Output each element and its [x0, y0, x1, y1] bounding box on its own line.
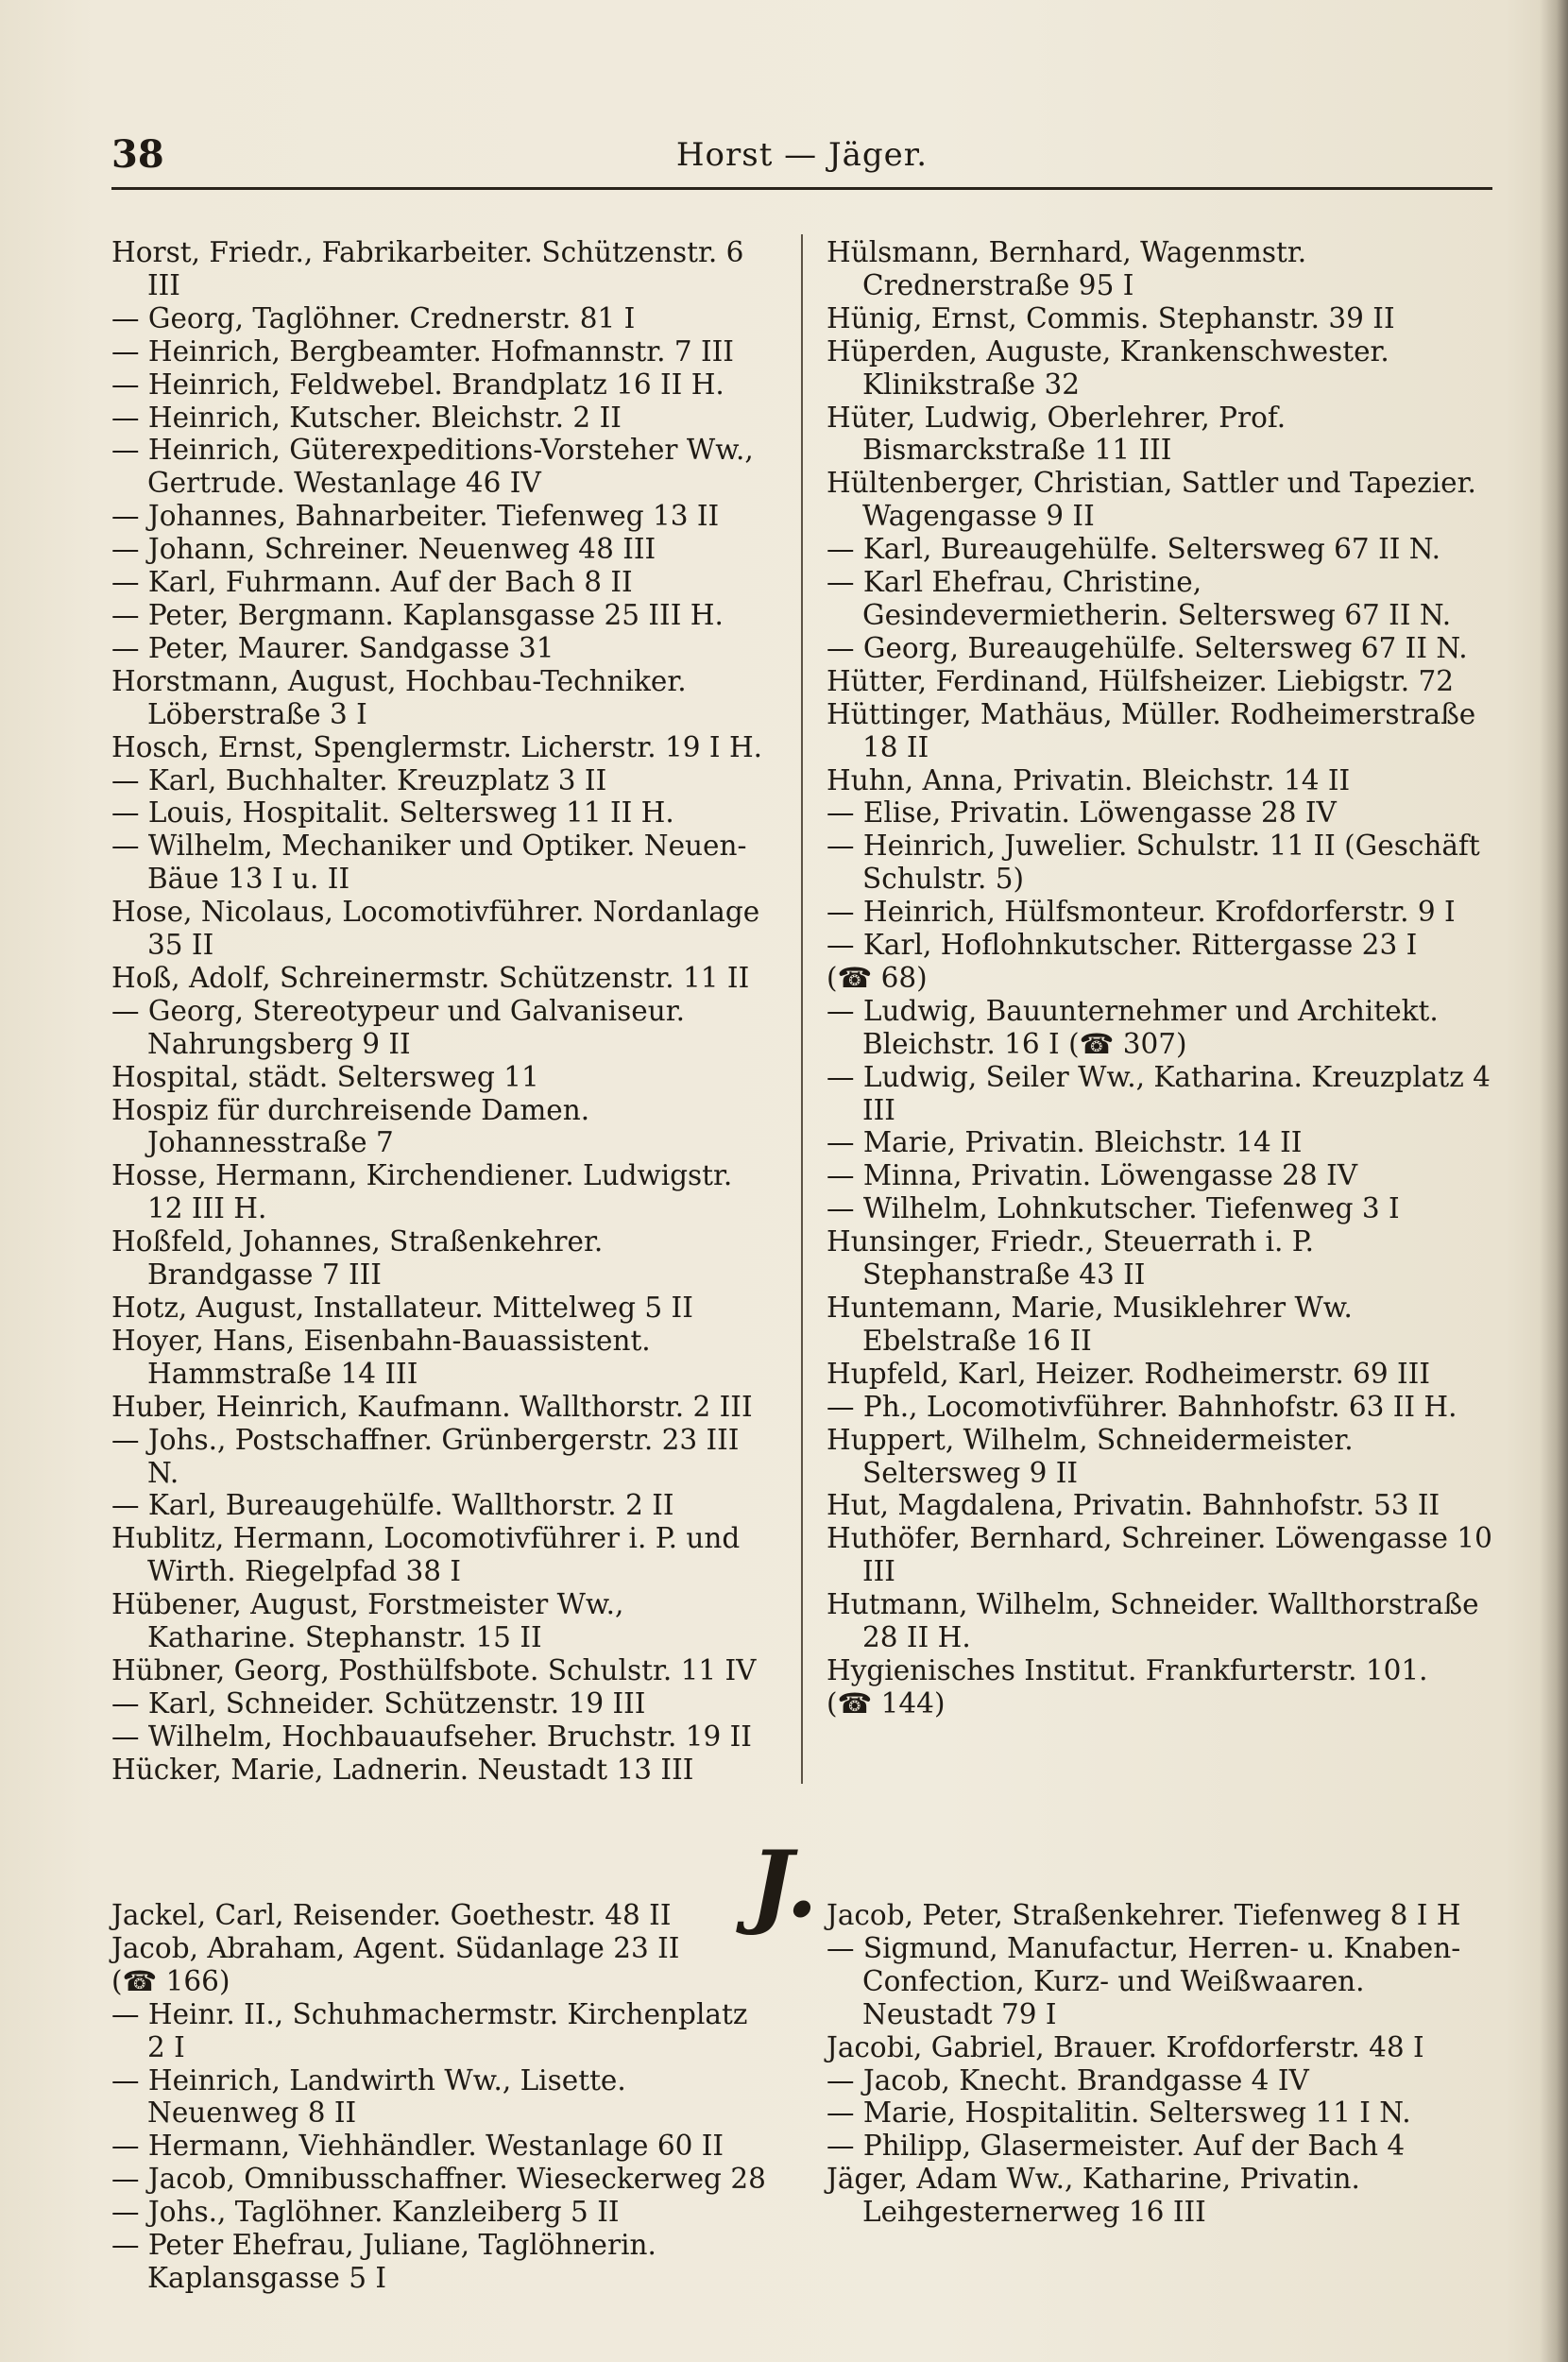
directory-entry: Hutmann, Wilhelm, Schneider. Wallthorstraße 28 II H. — [827, 1588, 1479, 1654]
page-header — [111, 132, 1492, 189]
directory-entry: — Karl, Schneider. Schützenstr. 19 III — [111, 1686, 646, 1720]
section-letter-j: J. — [750, 1831, 818, 1938]
directory-entry: — Johannes, Bahnarbeiter. Tiefenweg 13 II — [111, 500, 720, 533]
directory-entry: — Heinrich, Feldwebel. Brandplatz 16 II H. — [111, 368, 724, 401]
directory-entry: Hunsinger, Friedr., Steuerrath i. P. Stephanstraße 43 II — [827, 1225, 1315, 1292]
directory-entry: Jacob, Abraham, Agent. Südanlage 23 II — [111, 1931, 680, 1964]
directory-entry: — Hermann, Viehhändler. Westanlage 60 II — [111, 2130, 724, 2163]
directory-entry: Jacob, Peter, Straßenkehrer. Tiefenweg 8 I H — [827, 1899, 1461, 1931]
directory-entry: — Heinrich, Landwirth Ww., Lisette. Neuenweg 8 II — [111, 2063, 626, 2130]
directory-entry: — Ludwig, Seiler Ww., Katharina. Kreuzplatz 4 III — [827, 1060, 1491, 1126]
directory-entry: Huppert, Wilhelm, Schneidermeister. Seltersweg 9 II — [827, 1423, 1354, 1489]
directory-entry: — Jacob, Omnibusschaffner. Wieseckerweg 28 — [111, 2163, 766, 2196]
directory-entry: Hupfeld, Karl, Heizer. Rodheimerstr. 69 III — [827, 1357, 1430, 1390]
directory-entry: — Georg, Stereotypeur und Galvaniseur. Nahrungsberg 9 II — [111, 994, 685, 1060]
header-rule — [111, 187, 1492, 190]
directory-entry: Hospital, städt. Seltersweg 11 — [111, 1060, 539, 1093]
directory-entry: — Karl, Buchhalter. Kreuzplatz 3 II — [111, 763, 607, 796]
directory-entry: — Minna, Privatin. Löwengasse 28 IV — [827, 1159, 1358, 1192]
directory-entry: Hültenberger, Christian, Sattler und Tapezier. Wagengasse 9 II — [827, 467, 1476, 533]
directory-entry: Hosse, Hermann, Kirchendiener. Ludwigstr. 12 III H. — [111, 1159, 733, 1225]
directory-entry: — Heinrich, Bergbeamter. Hofmannstr. 7 III — [111, 334, 734, 368]
directory-entry: Hülsmann, Bernhard, Wagenmstr. Crednerstraße 95 I — [827, 236, 1307, 301]
directory-column-right-j — [827, 1899, 1492, 2229]
directory-entry: — Ludwig, Bauunternehmer und Architekt. Bleichstr. 16 I (☎ 307) — [827, 994, 1439, 1060]
page-number: 38 — [111, 132, 164, 177]
directory-entry: — Georg, Taglöhner. Crednerstr. 81 I — [111, 301, 636, 334]
directory-entry: — Heinrich, Hülfsmonteur. Krofdorferstr. 9 I — [827, 896, 1456, 929]
directory-entry: — Heinr. II., Schuhmachermstr. Kirchenplatz 2 I — [111, 1997, 748, 2063]
directory-entry: Hoyer, Hans, Eisenbahn-Bauassistent. Hammstraße 14 III — [111, 1324, 651, 1390]
directory-entry: Hosch, Ernst, Spenglermstr. Licherstr. 19 I H. — [111, 730, 763, 763]
directory-entry: Huhn, Anna, Privatin. Bleichstr. 14 II — [827, 763, 1351, 796]
directory-entry: Huntemann, Marie, Musiklehrer Ww. Ebelstraße 16 II — [827, 1292, 1353, 1357]
directory-entry: Hygienisches Institut. Frankfurterstr. 101. — [827, 1653, 1428, 1686]
directory-entry: Hospiz für durchreisende Damen. Johannesstraße 7 — [111, 1093, 590, 1159]
directory-entry: — Johs., Taglöhner. Kanzleiberg 5 II — [111, 2196, 620, 2229]
directory-entry: — Sigmund, Manufactur, Herren- u. Knaben-Confection, Kurz- und Weißwaaren. Neustadt 79 I — [827, 1931, 1461, 2030]
directory-entry: — Wilhelm, Mechaniker und Optiker. Neuen-Bäue 13 I u. II — [111, 830, 747, 896]
directory-entry: Hübener, August, Forstmeister Ww., Katharine. Stephanstr. 15 II — [111, 1588, 624, 1654]
directory-entry: Hose, Nicolaus, Locomotivführer. Nordanlage 35 II — [111, 896, 760, 962]
directory-entry: — Ph., Locomotivführer. Bahnhofstr. 63 II H. — [827, 1390, 1457, 1423]
directory-entry: — Johann, Schreiner. Neuenweg 48 III — [111, 533, 656, 566]
directory-entry: Hünig, Ernst, Commis. Stephanstr. 39 II — [827, 301, 1395, 334]
directory-entry: — Georg, Bureaugehülfe. Seltersweg 67 II N. — [827, 631, 1468, 664]
directory-column-right — [827, 236, 1492, 1720]
directory-entry: Hücker, Marie, Ladnerin. Neustadt 13 III — [111, 1753, 694, 1786]
directory-entry: — Karl, Bureaugehülfe. Wallthorstr. 2 II — [111, 1489, 674, 1522]
directory-entry: Hüperden, Auguste, Krankenschwester. Klinikstraße 32 — [827, 334, 1389, 401]
directory-entry: Huber, Heinrich, Kaufmann. Wallthorstr. 2 III — [111, 1390, 753, 1423]
directory-entry: Hübner, Georg, Posthülfsbote. Schulstr. 11 IV — [111, 1653, 757, 1686]
directory-entry: Jackel, Carl, Reisender. Goethestr. 48 II — [111, 1899, 672, 1931]
directory-entry: — Karl Ehefrau, Christine, Gesindevermietherin. Seltersweg 67 II N. — [827, 566, 1452, 631]
directory-entry: — Peter, Maurer. Sandgasse 31 — [111, 631, 554, 664]
directory-entry: — Philipp, Glasermeister. Auf der Bach 4 — [827, 2130, 1406, 2163]
directory-entry: — Karl, Hoflohnkutscher. Rittergasse 23 I — [827, 929, 1418, 962]
directory-entry: — Marie, Hospitalitin. Seltersweg 11 I N. — [827, 2097, 1411, 2130]
directory-entry: Huthöfer, Bernhard, Schreiner. Löwengasse 10 III — [827, 1522, 1492, 1588]
directory-entry: Hoßfeld, Johannes, Straßenkehrer. Brandgasse 7 III — [111, 1225, 604, 1292]
directory-entry: Hut, Magdalena, Privatin. Bahnhofstr. 53 II — [827, 1489, 1440, 1522]
directory-entry: — Jacob, Knecht. Brandgasse 4 IV — [827, 2063, 1309, 2097]
directory-entry: — Wilhelm, Hochbauaufseher. Bruchstr. 19 II — [111, 1720, 752, 1753]
directory-entry: Jäger, Adam Ww., Katharine, Privatin. Leihgesternerweg 16 III — [827, 2163, 1360, 2229]
directory-entry: — Karl, Bureaugehülfe. Seltersweg 67 II N. — [827, 533, 1441, 566]
directory-entry: Hotz, August, Installateur. Mittelweg 5 II — [111, 1292, 693, 1324]
directory-entry: — Wilhelm, Lohnkutscher. Tiefenweg 3 I — [827, 1192, 1400, 1225]
directory-entry: (☎ 68) — [827, 961, 928, 994]
directory-entry: Hüttinger, Mathäus, Müller. Rodheimerstraße 18 II — [827, 697, 1476, 763]
directory-entry: — Johs., Postschaffner. Grünbergerstr. 23 III N. — [111, 1423, 740, 1489]
directory-entry: — Elise, Privatin. Löwengasse 28 IV — [827, 796, 1337, 830]
directory-entry: — Karl, Fuhrmann. Auf der Bach 8 II — [111, 566, 633, 599]
directory-entry: Horst, Friedr., Fabrikarbeiter. Schützenstr. 6 III — [111, 236, 744, 301]
directory-column-left — [111, 236, 773, 1787]
directory-entry: Jacobi, Gabriel, Brauer. Krofdorferstr. 48 I — [827, 2030, 1424, 2063]
directory-entry: — Peter, Bergmann. Kaplansgasse 25 III H. — [111, 598, 724, 631]
directory-entry: Horstmann, August, Hochbau-Techniker. Löberstraße 3 I — [111, 664, 687, 730]
directory-entry: — Heinrich, Güterexpeditions-Vorsteher Ww., Gertrude. Westanlage 46 IV — [111, 434, 754, 500]
directory-entry: — Heinrich, Kutscher. Bleichstr. 2 II — [111, 401, 622, 434]
directory-entry: Hütter, Ferdinand, Hülfsheizer. Liebigstr. 72 — [827, 664, 1455, 697]
directory-entry: Hoß, Adolf, Schreinermstr. Schützenstr. 11 II — [111, 961, 750, 994]
page-edge-shadow — [1540, 0, 1568, 2362]
directory-column-left-j — [111, 1899, 773, 2295]
directory-entry: — Marie, Privatin. Bleichstr. 14 II — [827, 1126, 1303, 1159]
directory-entry: (☎ 144) — [827, 1686, 946, 1720]
running-head: Horst — Jäger. — [675, 136, 929, 174]
column-divider — [801, 234, 803, 1784]
directory-entry: — Heinrich, Juwelier. Schulstr. 11 II (Geschäft Schulstr. 5) — [827, 830, 1480, 896]
directory-entry: (☎ 166) — [111, 1964, 230, 1997]
directory-entry: Hublitz, Hermann, Locomotivführer i. P. und Wirth. Riegelpfad 38 I — [111, 1522, 741, 1588]
directory-entry: — Louis, Hospitalit. Seltersweg 11 II H. — [111, 796, 674, 830]
directory-entry: Hüter, Ludwig, Oberlehrer, Prof. Bismarckstraße 11 III — [827, 401, 1287, 467]
directory-entry: — Peter Ehefrau, Juliane, Taglöhnerin. Kaplansgasse 5 I — [111, 2229, 656, 2294]
